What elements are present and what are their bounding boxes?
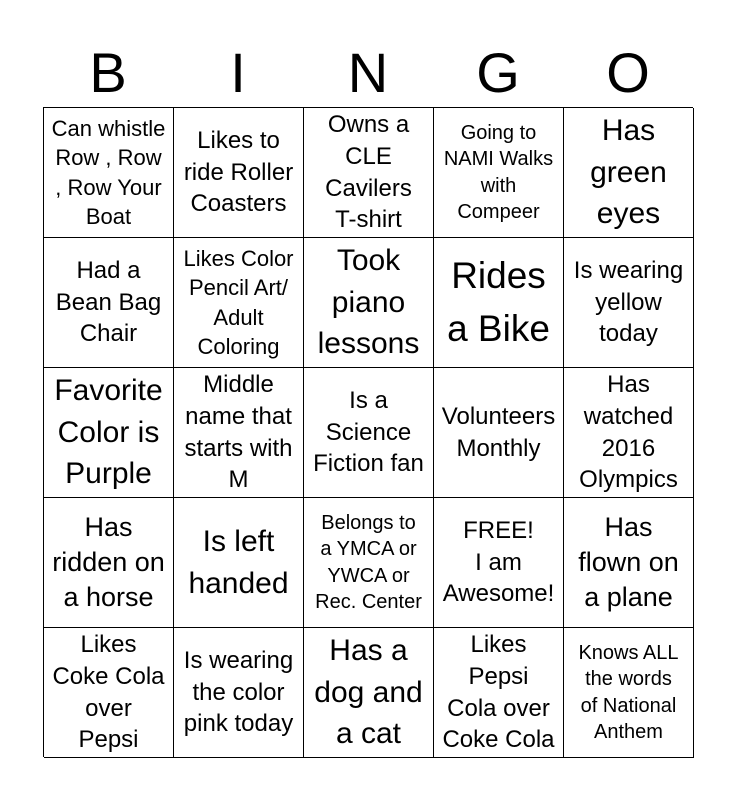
- bingo-cell[interactable]: Going to NAMI Walks with Compeer: [434, 108, 564, 238]
- bingo-cell[interactable]: Likes Color Pencil Art/ Adult Coloring: [174, 238, 304, 368]
- free-space-cell[interactable]: FREE! I am Awesome!: [434, 498, 564, 628]
- bingo-cell[interactable]: Rides a Bike: [434, 238, 564, 368]
- bingo-cell[interactable]: Owns a CLE Cavilers T-shirt: [304, 108, 434, 238]
- bingo-cell[interactable]: Likes Coke Cola over Pepsi: [44, 628, 174, 758]
- bingo-cell[interactable]: Has ridden on a horse: [44, 498, 174, 628]
- bingo-cell[interactable]: Has a dog and a cat: [304, 628, 434, 758]
- header-letter-n: N: [347, 41, 389, 104]
- header-letter-o: O: [606, 41, 650, 104]
- bingo-board: [43, 107, 693, 757]
- bingo-cell[interactable]: Favorite Color is Purple: [44, 368, 174, 498]
- header-letter-i: I: [230, 41, 246, 104]
- bingo-cell[interactable]: Volunteers Monthly: [434, 368, 564, 498]
- bingo-cell[interactable]: Can whistle Row , Row , Row Your Boat: [44, 108, 174, 238]
- bingo-cell[interactable]: Took piano lessons: [304, 238, 434, 368]
- bingo-cell[interactable]: Belongs to a YMCA or YWCA or Rec. Center: [304, 498, 434, 628]
- bingo-cell[interactable]: Is wearing the color pink today: [174, 628, 304, 758]
- bingo-cell[interactable]: Likes to ride Roller Coasters: [174, 108, 304, 238]
- bingo-header: [43, 40, 693, 106]
- bingo-cell[interactable]: Likes Pepsi Cola over Coke Cola: [434, 628, 564, 758]
- bingo-cell[interactable]: Is a Science Fiction fan: [304, 368, 434, 498]
- bingo-cell[interactable]: Has flown on a plane: [564, 498, 694, 628]
- header-letter-b: B: [89, 41, 127, 104]
- bingo-cell[interactable]: Has watched 2016 Olympics: [564, 368, 694, 498]
- bingo-cell[interactable]: Had a Bean Bag Chair: [44, 238, 174, 368]
- bingo-cell[interactable]: Knows ALL the words of National Anthem: [564, 628, 694, 758]
- bingo-cell[interactable]: Has green eyes: [564, 108, 694, 238]
- header-letter-g: G: [476, 41, 520, 104]
- bingo-cell[interactable]: Is wearing yellow today: [564, 238, 694, 368]
- bingo-cell[interactable]: Is left handed: [174, 498, 304, 628]
- bingo-cell[interactable]: Middle name that starts with M: [174, 368, 304, 498]
